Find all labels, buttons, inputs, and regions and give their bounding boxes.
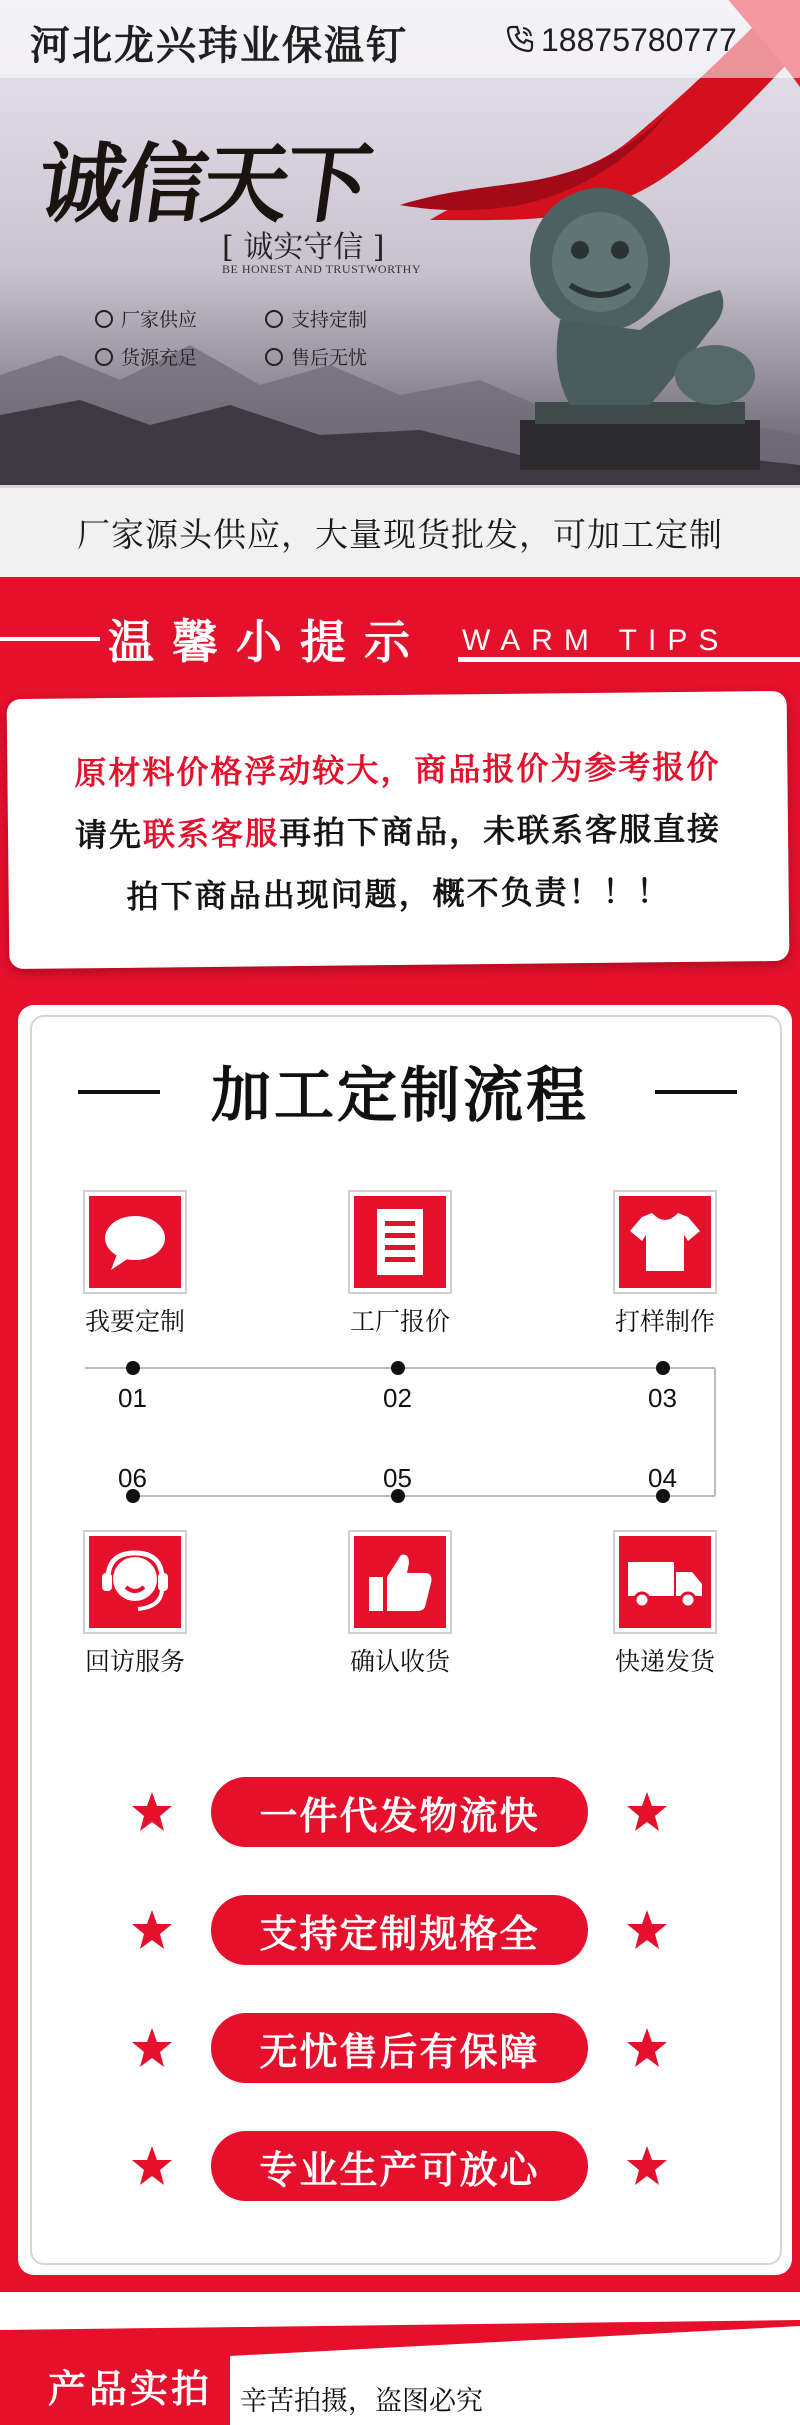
star-icon	[130, 1908, 174, 1952]
hero-subtitle: [ 诚实守信 ]	[222, 230, 385, 265]
feature-item: 售后无忧	[265, 343, 367, 370]
step-custom-order	[55, 1190, 215, 1338]
tshirt-icon	[619, 1196, 711, 1288]
badge-production: 专业生产可放心	[211, 2131, 588, 2201]
star-icon	[625, 1908, 669, 1952]
step-number: 01	[118, 1383, 147, 1413]
star-icon	[130, 2026, 174, 2070]
thumbs-up-icon	[354, 1536, 446, 1628]
truck-icon	[619, 1536, 711, 1628]
hero-slogan: 诚信天下	[31, 134, 375, 235]
step-number: 04	[648, 1463, 677, 1493]
badge-after-sales: 无忧售后有保障	[211, 2013, 588, 2083]
notice-line-1: 原材料价格浮动较大，商品报价为参考报价	[74, 747, 721, 793]
phone-contact[interactable]	[505, 22, 737, 59]
star-icon	[625, 1790, 669, 1834]
step-label: 我要定制	[84, 1307, 185, 1336]
step-label: 工厂报价	[349, 1307, 450, 1336]
process-title: 加工定制流程	[211, 1061, 589, 1131]
step-factory-quote	[320, 1190, 480, 1338]
circle-bullet-icon	[265, 348, 283, 366]
star-icon	[625, 2144, 669, 2188]
chat-bubble-icon	[89, 1196, 181, 1288]
footer-note: 辛苦拍摄，盗图必究	[240, 2386, 483, 2417]
step-number: 02	[383, 1383, 412, 1413]
tips-divider-left	[0, 637, 100, 641]
notice-card	[7, 691, 790, 969]
star-icon	[130, 2144, 174, 2188]
feature-item: 货源充足	[95, 343, 197, 370]
circle-bullet-icon	[95, 348, 113, 366]
document-icon	[354, 1196, 446, 1288]
circle-bullet-icon	[265, 310, 283, 328]
phone-number: 18875780777	[541, 22, 737, 58]
company-name: 河北龙兴玮业保温钉	[30, 23, 408, 69]
step-number: 03	[648, 1383, 677, 1413]
headset-icon	[89, 1536, 181, 1628]
step-number: 05	[383, 1463, 412, 1493]
hero-banner	[0, 0, 800, 485]
notice-line-2: 请先联系客服再拍下商品，未联系客服直接	[74, 809, 722, 855]
step-follow-up	[55, 1530, 215, 1678]
contact-service-highlight: 联系客服	[142, 814, 280, 854]
step-label: 快递发货	[614, 1647, 715, 1676]
step-label: 回访服务	[84, 1647, 185, 1676]
title-dash-right	[655, 1090, 737, 1094]
step-label: 打样制作	[614, 1307, 715, 1336]
star-icon	[625, 2026, 669, 2070]
footer-title: 产品实拍	[48, 2367, 213, 2411]
step-confirm-receipt	[320, 1530, 480, 1678]
step-number: 06	[118, 1463, 147, 1493]
step-sample-making	[585, 1190, 745, 1338]
badge-dropship: 一件代发物流快	[211, 1777, 588, 1847]
feature-item: 支持定制	[265, 305, 367, 332]
badge-customization: 支持定制规格全	[211, 1895, 588, 1965]
stone-lion-statue	[480, 170, 780, 470]
circle-bullet-icon	[95, 310, 113, 328]
tips-title-english: WARM TIPS	[462, 624, 730, 657]
supply-strip	[0, 485, 800, 577]
step-express-delivery	[585, 1530, 745, 1678]
star-icon	[130, 1790, 174, 1834]
supply-text: 厂家源头供应，大量现货批发，可加工定制	[77, 515, 723, 554]
feature-item: 厂家供应	[95, 305, 197, 332]
phone-icon	[505, 24, 535, 58]
tips-title: 温馨小提示	[108, 615, 428, 669]
step-label: 确认收货	[349, 1647, 450, 1676]
tips-divider-right	[458, 657, 800, 662]
hero-english: BE HONEST AND TRUSTWORTHY	[222, 262, 422, 276]
notice-line-3: 拍下商品出现问题，概不负责！！！	[126, 872, 671, 916]
